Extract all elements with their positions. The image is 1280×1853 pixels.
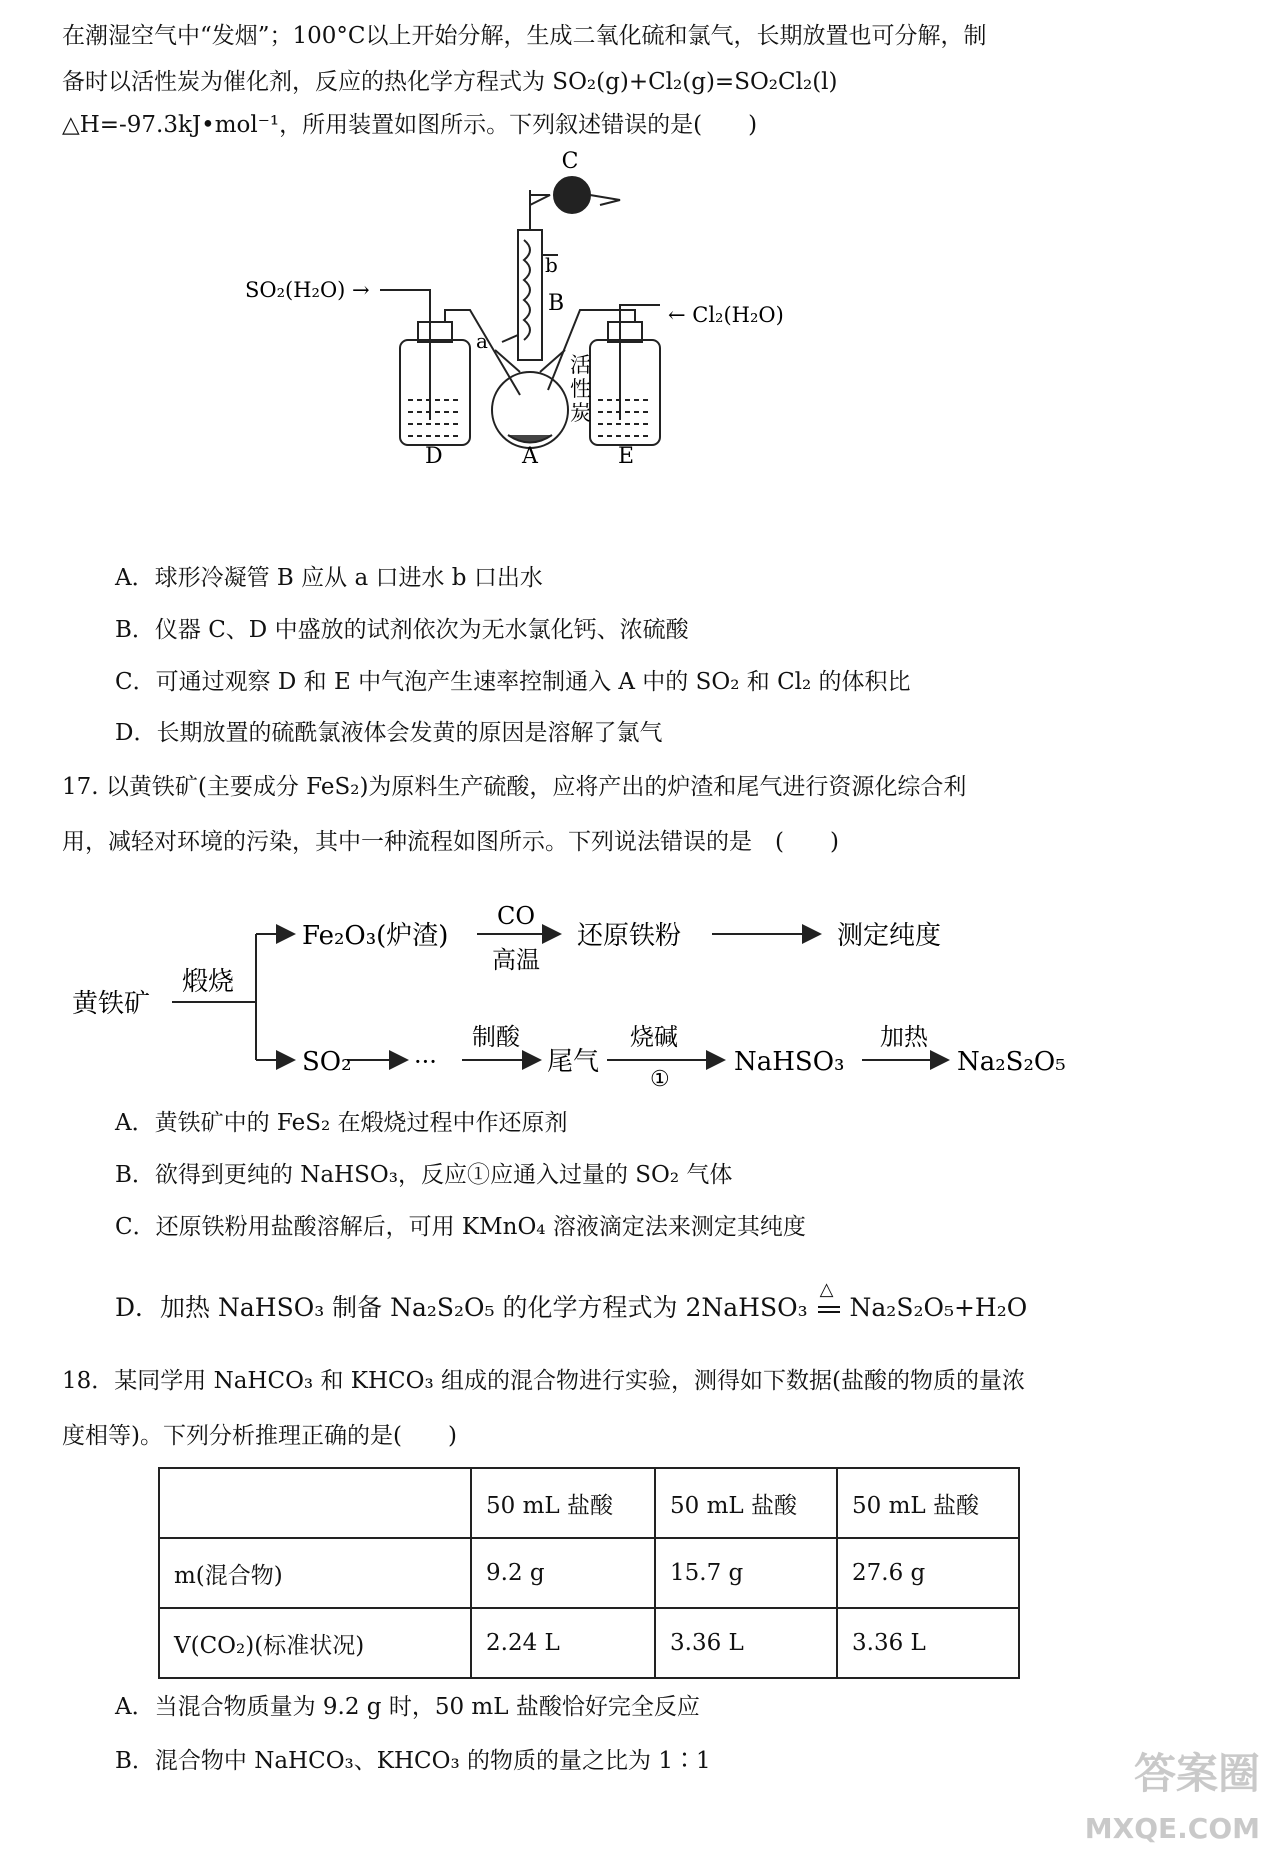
- label-c: C: [561, 149, 579, 174]
- table-cell: m(混合物): [159, 1538, 471, 1608]
- flow-acid-label: 制酸: [472, 1023, 520, 1051]
- q18-option-a: A．当混合物质量为 9.2 g 时，50 mL 盐酸恰好完全反应: [115, 1694, 700, 1720]
- flow-heat-label: 加热: [880, 1023, 928, 1051]
- apparatus-diagram: [245, 149, 820, 470]
- q17-line-1: 17. 以黄铁矿(主要成分 FeS₂)为原料生产硫酸，应将产出的炉渣和尾气进行资源化综合利: [62, 774, 967, 800]
- table-cell: 15.7 g: [655, 1538, 837, 1608]
- label-so2-inlet: SO₂(H₂O) →: [245, 278, 370, 302]
- flow-pyrite: 黄铁矿: [72, 989, 151, 1019]
- flow-roast-label: 煅烧: [182, 967, 235, 997]
- flow-dots: ···: [414, 1048, 437, 1076]
- intro-line-2: 备时以活性炭为催化剂，反应的热化学方程式为 SO₂(g)+Cl₂(g)=SO₂Cl₂(l): [62, 69, 838, 95]
- table-header-cell: 50 mL 盐酸: [837, 1468, 1019, 1538]
- label-d: D: [425, 444, 443, 469]
- label-catalyst-3: 炭: [570, 401, 591, 425]
- q18-option-b: B．混合物中 NaHCO₃、KHCO₃ 的物质的量之比为 1∶1: [115, 1748, 711, 1774]
- table-header-cell: 50 mL 盐酸: [471, 1468, 655, 1538]
- process-flow-diagram: [62, 890, 1102, 1090]
- table-cell: 27.6 g: [837, 1538, 1019, 1608]
- flow-high-temp: 高温: [492, 946, 540, 974]
- data-table: [158, 1467, 1020, 1679]
- heat-condition: [816, 1279, 842, 1323]
- table-row: [159, 1538, 1019, 1608]
- flow-caustic-label: 烧碱: [630, 1023, 678, 1051]
- watermark-url: MXQE.COM: [1084, 1812, 1260, 1845]
- flow-so2: SO₂: [302, 1047, 352, 1077]
- heat-delta-symbol: △: [819, 1279, 834, 1300]
- q18-line-2: 度相等)。下列分析推理正确的是( ): [62, 1423, 457, 1449]
- watermark-logo: 答案圈: [1133, 1749, 1260, 1798]
- q16-option-c: C．可通过观察 D 和 E 中气泡产生速率控制通入 A 中的 SO₂ 和 Cl₂ 的体积比: [115, 669, 911, 695]
- flow-nahso3: NaHSO₃: [734, 1047, 845, 1077]
- label-catalyst-1: 活: [570, 353, 591, 377]
- table-cell: V(CO₂)(标准状况): [159, 1608, 471, 1678]
- table-header-row: [159, 1468, 1019, 1538]
- table-cell: 3.36 L: [837, 1608, 1019, 1678]
- flow-purity: 测定纯度: [837, 921, 942, 951]
- table-row: [159, 1608, 1019, 1678]
- q16-option-b: B．仪器 C、D 中盛放的试剂依次为无水氯化钙、浓硫酸: [115, 617, 689, 643]
- equals-bar: [818, 1306, 840, 1313]
- table-cell: 3.36 L: [655, 1608, 837, 1678]
- flow-tail-gas: 尾气: [547, 1047, 600, 1077]
- flow-co-label: CO: [497, 902, 536, 930]
- q17-option-c: C．还原铁粉用盐酸溶解后，可用 KMnO₄ 溶液滴定法来测定其纯度: [115, 1214, 806, 1240]
- q16-option-a: A．球形冷凝管 B 应从 a 口进水 b 口出水: [115, 565, 543, 591]
- bottle-e: [590, 340, 660, 445]
- table-header-cell: [159, 1468, 471, 1538]
- intro-line-3: △H=-97.3kJ•mol⁻¹，所用装置如图所示。下列叙述错误的是( ): [62, 112, 758, 138]
- flow-fe2o3: Fe₂O₃(炉渣): [302, 921, 449, 951]
- q17-option-b: B．欲得到更纯的 NaHSO₃，反应①应通入过量的 SO₂ 气体: [115, 1162, 733, 1188]
- q17-option-d-prefix: D．加热 NaHSO₃ 制备 Na₂S₂O₅ 的化学方程式为 2NaHSO₃: [115, 1293, 808, 1322]
- flow-na2s2o5: Na₂S₂O₅: [957, 1047, 1066, 1077]
- label-b-small: b: [545, 253, 558, 277]
- q17-option-a: A．黄铁矿中的 FeS₂ 在煅烧过程中作还原剂: [115, 1110, 568, 1136]
- label-e: E: [618, 444, 635, 469]
- intro-line-1: 在潮湿空气中“发烟”；100°C以上开始分解，生成二氧化硫和氯气，长期放置也可分解，制: [62, 23, 987, 49]
- label-cl2-inlet: ← Cl₂(H₂O): [668, 303, 784, 327]
- q18-line-1: 18．某同学用 NaHCO₃ 和 KHCO₃ 组成的混合物进行实验，测得如下数据(盐酸的物质的量浓: [62, 1368, 1025, 1394]
- table-cell: 9.2 g: [471, 1538, 655, 1608]
- q17-line-2: 用，减轻对环境的污染，其中一种流程如图所示。下列说法错误的是 ( ): [62, 829, 839, 855]
- table-header-cell: 50 mL 盐酸: [655, 1468, 837, 1538]
- label-catalyst-2: 性: [570, 377, 591, 401]
- q16-option-d: D．长期放置的硫酰氯液体会发黄的原因是溶解了氯气: [115, 720, 663, 746]
- flow-iron-powder: 还原铁粉: [577, 921, 682, 951]
- bottle-d: [400, 340, 470, 445]
- flow-step-1: ①: [650, 1067, 670, 1092]
- label-b: B: [548, 291, 565, 316]
- q17-option-d: [115, 1279, 1028, 1323]
- q17-option-d-suffix: Na₂S₂O₅+H₂O: [849, 1293, 1028, 1322]
- label-a-small: a: [476, 329, 488, 353]
- table-cell: 2.24 L: [471, 1608, 655, 1678]
- label-flask-a: A: [522, 444, 538, 469]
- drying-tube-c: [554, 177, 590, 213]
